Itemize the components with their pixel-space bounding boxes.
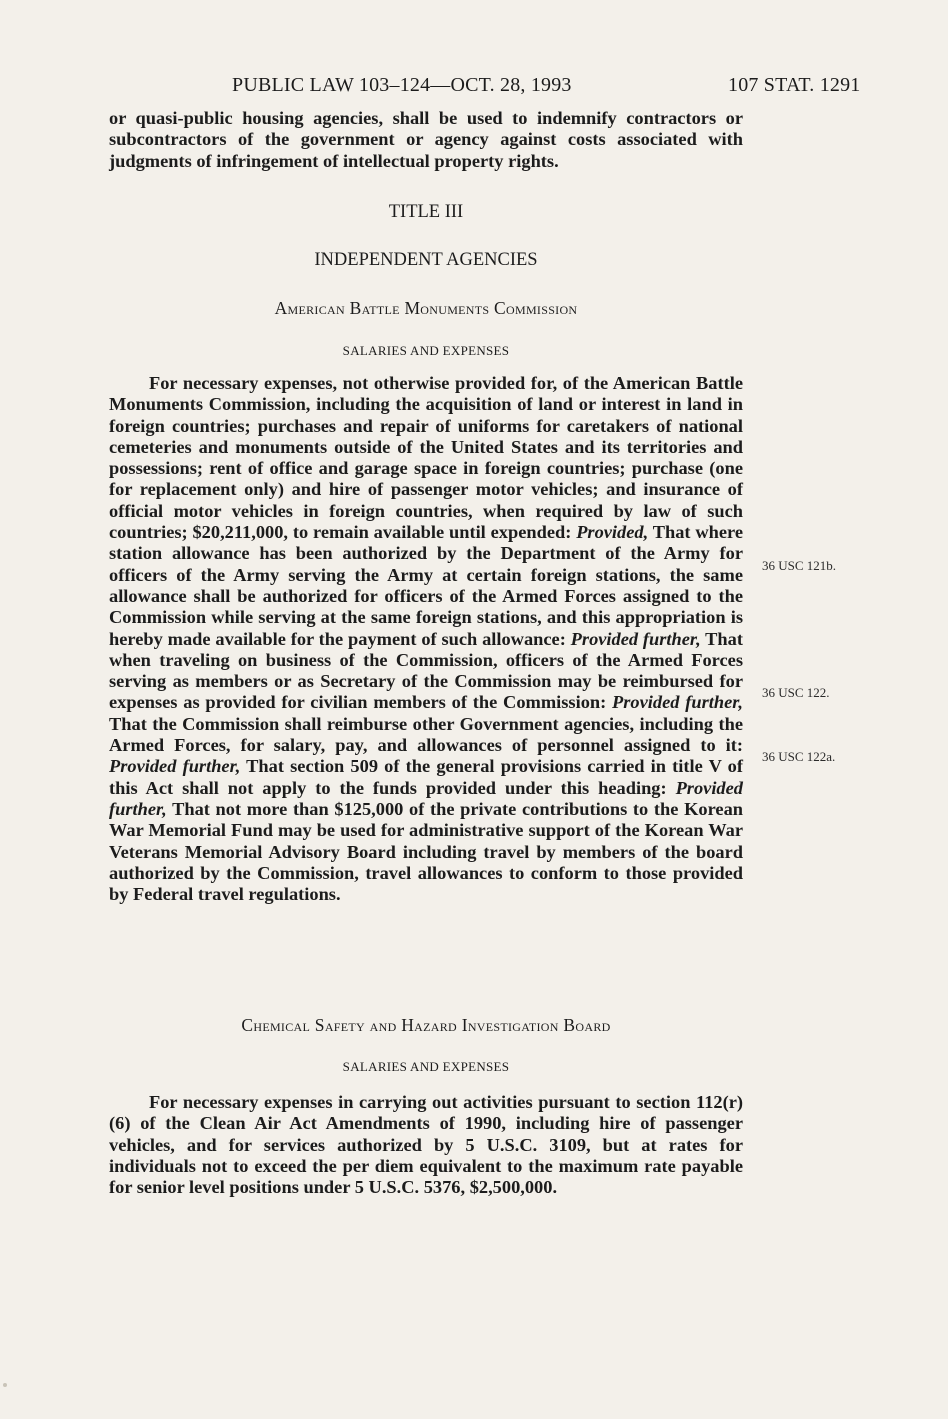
margin-note-36-usc-121b: 36 USC 121b. <box>762 558 837 573</box>
abmc-text-5: That section 509 of the general provisions carried in title V of this Act shall not apply to the funds provided under this heading: <box>109 756 743 798</box>
proviso-4: Provided further, <box>109 756 241 777</box>
agency-heading-abmc: American Battle Monuments Commission <box>274 298 578 318</box>
csb-paragraph: For necessary expenses in carrying out activities pursuant to section 112(r)(6) of the Clean Air Act Amendments of 1990, including hire of passenger vehicles, and for services authorized by 5 U.S.C. 3109, but at rates for individuals not to exceed the per diem equivalent to the maximum rate payable for senior level positions under 5 U.S.C. 5376, $2,500,000. <box>109 1092 743 1198</box>
abmc-text-3: That when traveling on business of the Commission, officers of the Armed Forces serving as members or as Secretary of the Commission may be reimbursed for expenses as provided for civilian members of the Commission: <box>109 628 743 713</box>
public-law-citation: PUBLIC LAW 103–124—OCT. 28, 1993 <box>232 74 572 96</box>
abmc-paragraph <box>109 373 743 905</box>
abmc-text-4: That the Commission shall reimburse other Government agencies, including the Armed Forces, for salary, pay, and allowances of personnel assigned to it: <box>109 713 743 756</box>
continued-paragraph: or quasi-public housing agencies, shall be used to indemnify contractors or subcontractors of the government or agency against costs associated with judgments of infringement of intellectual property rights. <box>109 108 743 171</box>
title-subheading: INDEPENDENT AGENCIES <box>314 250 538 270</box>
running-header <box>0 70 948 100</box>
salaries-expenses-heading-1: SALARIES AND EXPENSES <box>342 343 510 358</box>
proviso-2: Provided further, <box>570 628 701 649</box>
proviso-5: Provided further, <box>109 777 743 819</box>
abmc-paragraph-block <box>109 373 743 905</box>
continued-paragraph-block <box>109 108 743 172</box>
salaries-expenses-heading-2: SALARIES AND EXPENSES <box>342 1059 510 1074</box>
abmc-text-2: That where station allowance has been authorized by the Department of the Army for officers of the Army serving the Army at certain foreign stations, the same allowance shall be authorized for officers of the Armed Forces assigned to the Commission while serving at the same foreign stations, and this appropriation is hereby made available for the payment of such allowance: <box>109 522 744 649</box>
proviso-3: Provided further, <box>612 692 743 713</box>
agency-heading-csb: Chemical Safety and Hazard Investigation Board <box>241 1015 611 1035</box>
margin-note-36-usc-122: 36 USC 122. <box>762 685 830 700</box>
statute-page-number: 107 STAT. 1291 <box>728 74 861 96</box>
abmc-text-6: That not more than $125,000 of the private contributions to the Korean War Memorial Fund may be used for administrative support of the Korean War Veterans Memorial Advisory Board including travel by members of the board authorized by the Commission, travel allowances to conform to those provided by Federal travel regulations. <box>109 798 743 905</box>
title-heading: TITLE III <box>388 202 464 222</box>
abmc-text-1: For necessary expenses, not otherwise provided for, of the American Battle Monuments Commission, including the acquisition of land or interest in land in foreign countries; purchases and repair of uniforms for caretakers of national cemeteries and monuments outside of the United States and its territories and possessions; rent of office and garage space in foreign countries; purchase (one for replacement only) and hire of passenger motor vehicles; and insurance of official motor vehicles in foreign countries, when required by law of such countries; $20,211,000, to remain available until expended: <box>109 373 743 543</box>
csb-paragraph-block <box>109 1092 743 1198</box>
margin-note-36-usc-122a: 36 USC 122a. <box>762 749 836 764</box>
proviso-1: Provided, <box>576 522 649 543</box>
scan-speck <box>3 1383 7 1387</box>
